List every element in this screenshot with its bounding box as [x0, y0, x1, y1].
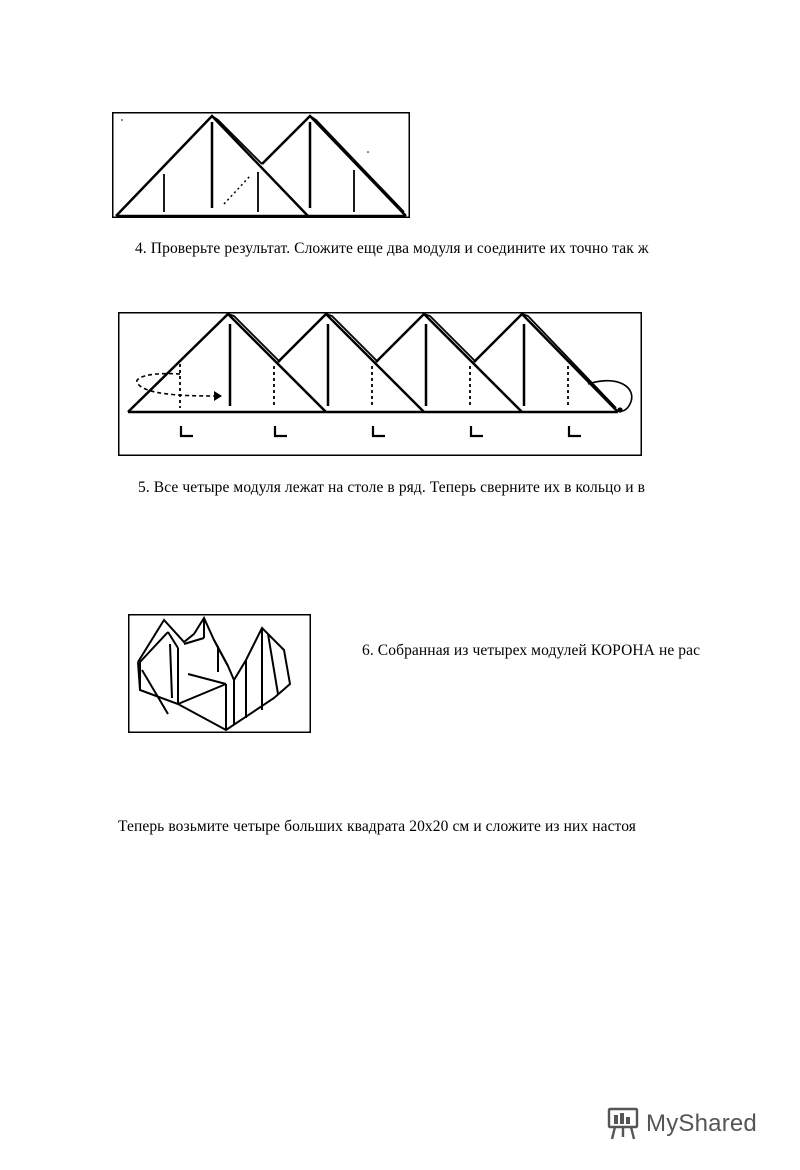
crown-diagram: [128, 614, 311, 733]
myshared-brand: MyShared: [646, 1110, 757, 1137]
four-modules-diagram: [118, 312, 642, 456]
step6-caption: 6. Собранная из четырех модулей КОРОНА не рас: [362, 642, 701, 659]
step5-caption: 5. Все четыре модуля лежат на столе в ряд. Теперь сверните их в кольцо и в: [138, 479, 646, 496]
presentation-board-icon: [606, 1106, 640, 1142]
footer-instruction: Теперь возьмите четыре больших квадрата 20х20 см и сложите из них настоя: [118, 818, 637, 835]
step5-figure: [118, 312, 642, 456]
two-modules-diagram: [112, 112, 410, 218]
step4-caption: 4. Проверьте результат. Сложите еще два модуля и соедините их точно так ж: [135, 240, 649, 257]
step4-figure: [112, 112, 410, 218]
step6-figure: [128, 614, 311, 733]
myshared-logo: [606, 1104, 757, 1144]
